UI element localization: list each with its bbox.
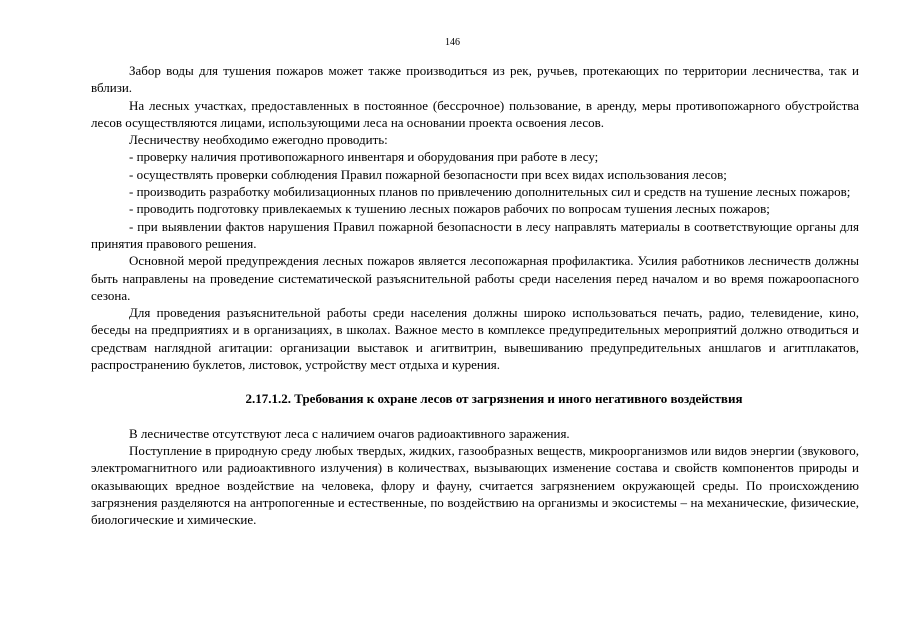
list-item: - производить разработку мобилизационных планов по привлечению дополнительных сил и средств на тушение лесных пожаров; <box>129 184 851 200</box>
list-item: - при выявлении фактов нарушения Правил пожарной безопасности в лесу направлять материалы в соответствующие органы для принятия правового решения. <box>91 218 859 251</box>
paragraph: Основной мерой предупреждения лесных пожаров является лесопожарная профилактика. Усилия работников лесничеств должны быть направлены на проведение систематической разъяснительной работы среди населения перед началом и во время пожароопасного сезона. <box>91 253 859 303</box>
paragraph: Для проведения разъяснительной работы среди населения должны широко использоваться печать, радио, телевидение, кино, беседы на предприятиях и в организациях, в школах. Важное место в комплексе предупредительных мероприятий должно отводиться и средствам наглядной агитации: организации выставок и агитвитрин, вывешиванию предупредительных аншлагов и агитплакатов, распространению буклетов, листовок, устройству мест отдыха и курения. <box>91 305 859 373</box>
section-heading: 2.17.1.2. Требования к охране лесов от загрязнения и иного негативного воздействия <box>245 391 743 407</box>
list-item: - проверку наличия противопожарного инвентаря и оборудования при работе в лесу; <box>129 149 599 165</box>
paragraph: Лесничеству необходимо ежегодно проводить: <box>129 132 388 148</box>
spacer <box>91 373 859 390</box>
page-number: 146 <box>445 37 460 48</box>
list-item: - осуществлять проверки соблюдения Правил пожарной безопасности при всех видах использования лесов; <box>129 166 727 182</box>
document-body <box>91 62 859 528</box>
paragraph: В лесничестве отсутствуют леса с наличием очагов радиоактивного заражения. <box>129 425 570 441</box>
paragraph: На лесных участках, предоставленных в постоянное (бессрочное) пользование, в аренду, меры противопожарного обустройства лесов осуществляются лицами, использующими леса на основании проекта освоения лесов. <box>91 97 859 130</box>
list-item: - проводить подготовку привлекаемых к тушению лесных пожаров рабочих по вопросам тушения лесных пожаров; <box>129 201 770 217</box>
spacer <box>91 408 859 425</box>
paragraph: Поступление в природную среду любых твердых, жидких, газообразных веществ, микроорганизмов или видов энергии (звукового, электромагнитного или радиоактивного излучения) в количествах, вызывающих изменение состава и свойств компонентов природы и оказывающих вредное воздействие на человека, флору и фауну, считается загрязнением окружающей среды. По происхождению загрязнения разделяются на антропогенные и естественные, по воздействию на организмы и экосистемы – на механические, физические, биологические и химические. <box>91 442 859 528</box>
paragraph: Забор воды для тушения пожаров может также производиться из рек, ручьев, протекающих по территории лесничества, так и вблизи. <box>91 63 859 96</box>
